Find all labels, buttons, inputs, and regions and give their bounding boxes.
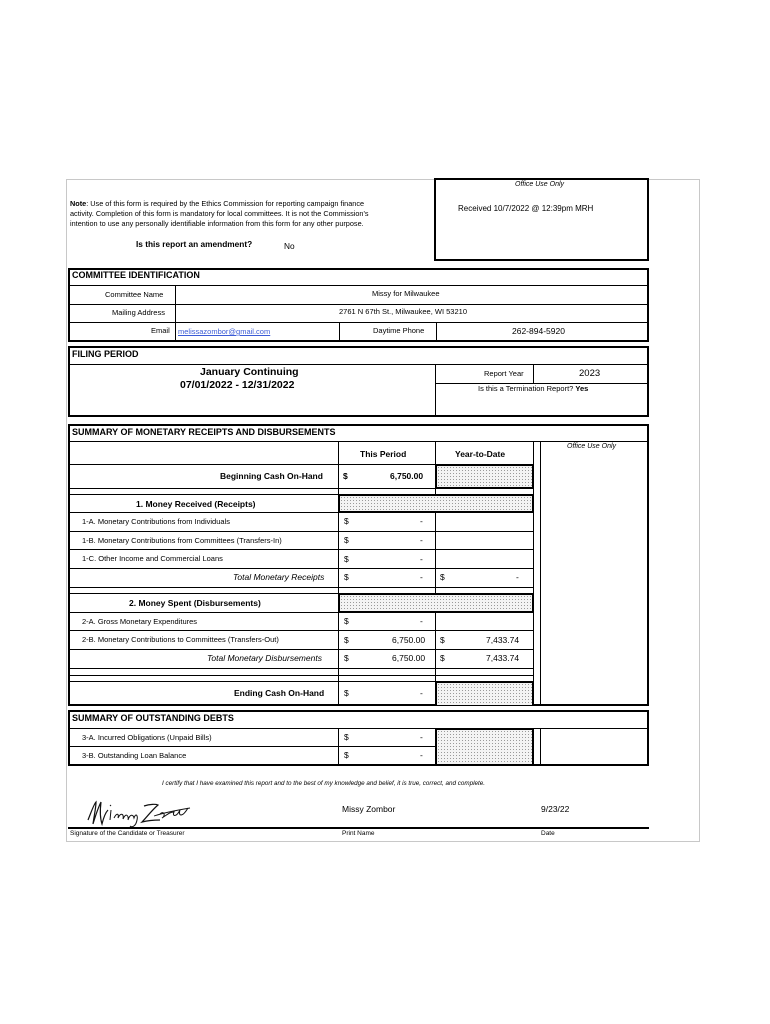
print-name-value: Missy Zombor <box>342 804 396 814</box>
disb-row-ytd[interactable]: 7,433.74 <box>486 635 520 645</box>
receipt-row-value[interactable]: - <box>420 554 423 564</box>
receipts-title: 1. Money Received (Receipts) <box>136 499 256 509</box>
termination-label: Is this a Termination Report? Yes <box>478 384 589 393</box>
amendment-label: Is this report an amendment? <box>136 239 253 249</box>
beginning-label: Beginning Cash On-Hand <box>220 471 323 481</box>
disb-row-ytd-cur: $ <box>440 635 445 645</box>
disb-row-value[interactable]: 6,750.00 <box>392 635 426 645</box>
total-receipts-cur: $ <box>344 572 349 582</box>
disb-row-label: 2-B. Monetary Contributions to Committees (Transfers-Out) <box>82 635 279 644</box>
debts-section-title: SUMMARY OF OUTSTANDING DEBTS <box>72 713 234 723</box>
period-dates: 07/01/2022 - 12/31/2022 <box>180 379 295 391</box>
total-disb-cur: $ <box>344 653 349 663</box>
total-disb-label: Total Monetary Disbursements <box>207 653 322 663</box>
disb-row-label: 2-A. Gross Monetary Expenditures <box>82 617 198 626</box>
office-use-box <box>434 178 649 261</box>
mailing-address-value[interactable]: 2761 N 67th St., Milwaukee, WI 53210 <box>339 307 467 316</box>
total-disb-value[interactable]: 6,750.00 <box>392 653 426 663</box>
disb-row-cur: $ <box>344 616 349 626</box>
disb-row-cur: $ <box>344 635 349 645</box>
ending-value[interactable]: - <box>420 688 423 698</box>
disb-header-shaded <box>339 594 533 612</box>
col-this-period: This Period <box>360 449 407 459</box>
print-name-label: Print Name <box>342 830 375 837</box>
summary-section <box>68 424 649 706</box>
daytime-phone-label: Daytime Phone <box>373 326 425 335</box>
termination-value[interactable]: Yes <box>575 384 589 393</box>
committee-name-value[interactable]: Missy for Milwaukee <box>372 289 440 298</box>
ending-label: Ending Cash On-Hand <box>234 688 325 698</box>
total-receipts-ytd-cur: $ <box>440 572 445 582</box>
filing-section-title: FILING PERIOD <box>72 349 139 359</box>
date-value: 9/23/22 <box>541 804 570 814</box>
beginning-value[interactable]: 6,750.00 <box>390 471 424 481</box>
debt-row-label: 3-A. Incurred Obligations (Unpaid Bills) <box>82 733 212 742</box>
col-ytd: Year-to-Date <box>455 449 506 459</box>
total-disb-ytd[interactable]: 7,433.74 <box>486 653 520 663</box>
note-text: Note: Use of this form is required by the Ethics Commission for reporting campaign finance activity. Completion of this form is mandatory for local committees. It is not the Commission's intention to use any personally identifiable information from this form for any other purpose. <box>70 199 369 228</box>
receipts-header-shaded <box>339 495 533 512</box>
amendment-value[interactable]: No <box>284 241 295 251</box>
received-stamp: Received 10/7/2022 @ 12:39pm MRH <box>458 204 594 213</box>
report-year-value[interactable]: 2023 <box>579 368 601 379</box>
signature-label: Signature of the Candidate or Treasurer <box>70 830 185 837</box>
summary-office-use: Office Use Only <box>567 443 617 450</box>
receipt-row-value[interactable]: - <box>420 535 423 545</box>
email-link[interactable]: melissazombor@gmail.com <box>178 327 271 336</box>
debts-ytd-shaded <box>436 729 533 765</box>
total-receipts-label: Total Monetary Receipts <box>233 572 325 582</box>
committee-name-label: Committee Name <box>105 290 164 299</box>
office-use-title: Office Use Only <box>515 181 565 188</box>
mailing-address-label: Mailing Address <box>112 308 165 317</box>
ending-cur: $ <box>344 688 349 698</box>
total-receipts-value[interactable]: - <box>420 572 423 582</box>
receipt-row-cur: $ <box>344 516 349 526</box>
receipt-row-cur: $ <box>344 535 349 545</box>
disb-title: 2. Money Spent (Disbursements) <box>129 598 261 608</box>
total-receipts-ytd[interactable]: - <box>516 572 519 582</box>
disb-row-value[interactable]: - <box>420 616 423 626</box>
ytd-ending-shaded <box>436 682 533 706</box>
receipt-row-label: 1-A. Monetary Contributions from Individuals <box>82 517 230 526</box>
filing-section <box>68 346 649 417</box>
date-label: Date <box>541 830 555 837</box>
certification-statement: I certify that I have examined this report and to the best of my knowledge and belief, it is true, correct, and complete. <box>162 780 486 787</box>
daytime-phone-value[interactable]: 262-894-5920 <box>512 326 565 336</box>
ytd-beginning-shaded <box>436 465 533 488</box>
receipt-row-label: 1-C. Other Income and Commercial Loans <box>82 554 223 563</box>
debt-row-value[interactable]: - <box>420 732 423 742</box>
period-name: January Continuing <box>200 366 299 378</box>
receipt-row-label: 1-B. Monetary Contributions from Committees (Transfers-In) <box>82 536 282 545</box>
report-year-label: Report Year <box>484 369 524 378</box>
total-disb-ytd-cur: $ <box>440 653 445 663</box>
receipt-row-value[interactable]: - <box>420 516 423 526</box>
receipt-row-cur: $ <box>344 554 349 564</box>
beginning-cur: $ <box>343 471 348 481</box>
debt-row-cur: $ <box>344 750 349 760</box>
debt-row-value[interactable]: - <box>420 750 423 760</box>
committee-section-title: COMMITTEE IDENTIFICATION <box>72 270 200 280</box>
summary-section-title: SUMMARY OF MONETARY RECEIPTS AND DISBURSEMENTS <box>72 427 336 437</box>
debt-row-cur: $ <box>344 732 349 742</box>
email-label: Email <box>151 326 170 335</box>
signature-line <box>68 827 649 829</box>
debt-row-label: 3-B. Outstanding Loan Balance <box>82 751 187 760</box>
